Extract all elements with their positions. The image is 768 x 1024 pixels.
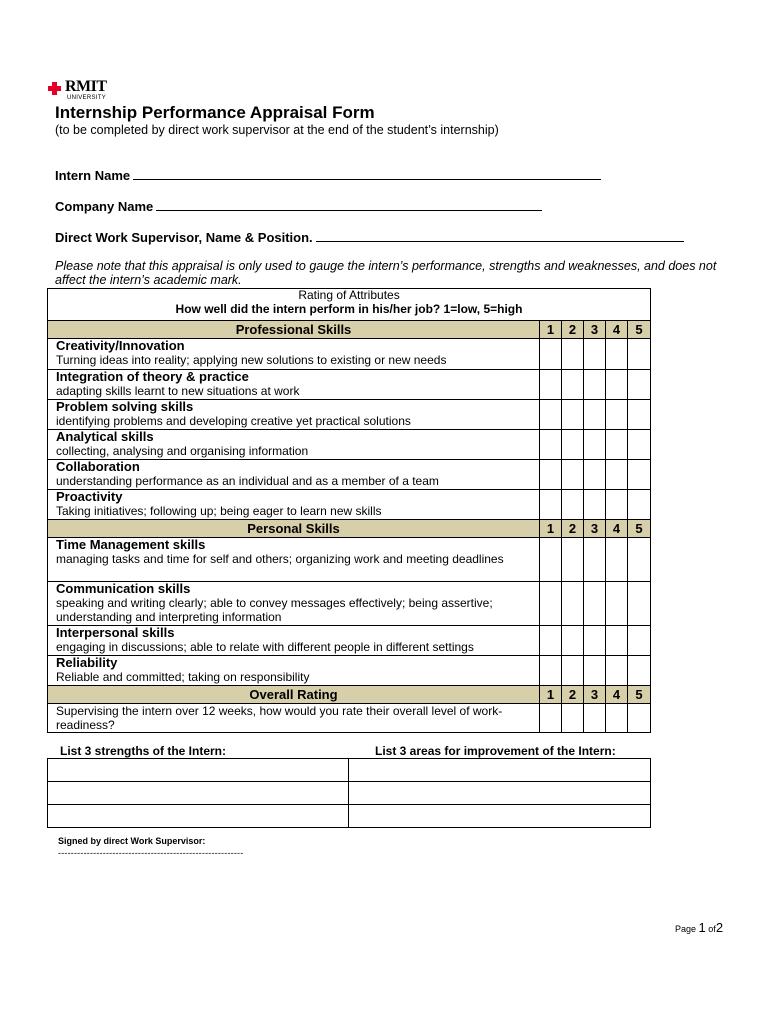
rating-checkbox-3[interactable] (584, 490, 606, 520)
improvement-1-cell[interactable] (349, 759, 651, 782)
scale-label-3: 3 (584, 686, 606, 704)
scale-label-2: 2 (562, 686, 584, 704)
improvements-label: List 3 areas for improvement of the Intern: (375, 744, 616, 758)
strengths-label: List 3 strengths of the Intern: (60, 744, 227, 758)
company-name-field[interactable] (55, 199, 542, 215)
rating-checkbox-2[interactable] (562, 460, 584, 490)
scale-label-3: 3 (584, 321, 606, 339)
strength-3-cell[interactable] (48, 805, 349, 828)
rating-checkbox-4[interactable] (606, 490, 628, 520)
attribute-cell (48, 538, 540, 582)
attribute-title: Collaboration (56, 459, 140, 474)
scale-label-2: 2 (562, 321, 584, 339)
attribute-description: adapting skills learnt to new situations at work (56, 384, 300, 398)
company-name-line[interactable] (156, 199, 542, 211)
rating-checkbox-3[interactable] (584, 538, 606, 582)
attribute-cell (48, 626, 540, 656)
rating-checkbox-4[interactable] (606, 582, 628, 626)
attribute-title: Analytical skills (56, 429, 154, 444)
attribute-cell (48, 582, 540, 626)
attribute-title: Time Management skills (56, 537, 206, 552)
rating-checkbox-1[interactable] (540, 490, 562, 520)
rating-checkbox-5[interactable] (628, 460, 651, 490)
rating-checkbox-2[interactable] (562, 656, 584, 686)
scale-label-5: 5 (628, 686, 651, 704)
intern-name-line[interactable] (133, 168, 601, 180)
attribute-description: engaging in discussions; able to relate with different people in different settings (56, 640, 474, 654)
rating-checkbox-4[interactable] (606, 538, 628, 582)
section-title: Professional Skills (48, 321, 540, 339)
rating-checkbox-2[interactable] (562, 370, 584, 400)
attribute-cell (48, 490, 540, 520)
attribute-title: Communication skills (56, 581, 191, 596)
scale-label-3: 3 (584, 520, 606, 538)
professional-skills-header-row (48, 321, 651, 339)
rating-checkbox-3[interactable] (584, 339, 606, 370)
attribute-description: understanding performance as an individual and as a member of a team (56, 474, 439, 488)
improvement-2-cell[interactable] (349, 782, 651, 805)
rating-checkbox-5[interactable] (628, 582, 651, 626)
attribute-description: Taking initiatives; following up; being eager to learn new skills (56, 504, 382, 518)
company-name-label: Company Name (55, 199, 154, 214)
attribute-cell (48, 430, 540, 460)
rating-checkbox-5[interactable] (628, 704, 651, 733)
rating-checkbox-4[interactable] (606, 626, 628, 656)
strength-1-cell[interactable] (48, 759, 349, 782)
supervisor-label: Direct Work Supervisor, Name & Position. (55, 230, 313, 245)
attribute-row (48, 339, 651, 370)
rating-header-line1: Rating of Attributes (298, 288, 400, 302)
section-title: Personal Skills (48, 520, 540, 538)
page-current: 1 (698, 920, 706, 935)
attribute-title: Integration of theory & practice (56, 369, 249, 384)
attribute-title: Reliability (56, 655, 118, 670)
attribute-row (48, 582, 651, 626)
attribute-description: Supervising the intern over 12 weeks, how would you rate their overall level of work-readiness? (56, 704, 503, 732)
rating-checkbox-5[interactable] (628, 490, 651, 520)
rating-header (48, 289, 651, 321)
rating-checkbox-3[interactable] (584, 460, 606, 490)
signed-label: Signed by direct Work Supervisor: (58, 836, 206, 846)
rating-checkbox-4[interactable] (606, 339, 628, 370)
attribute-row (48, 538, 651, 582)
rating-checkbox-2[interactable] (562, 490, 584, 520)
rating-checkbox-3[interactable] (584, 370, 606, 400)
rating-checkbox-1[interactable] (540, 582, 562, 626)
scale-label-1: 1 (540, 686, 562, 704)
rating-checkbox-1[interactable] (540, 656, 562, 686)
rating-checkbox-2[interactable] (562, 538, 584, 582)
attribute-row (48, 490, 651, 520)
logo-sub: UNIVERSITY (67, 95, 107, 101)
attribute-row (48, 656, 651, 686)
attribute-row (48, 626, 651, 656)
rating-checkbox-1[interactable] (540, 400, 562, 430)
rating-checkbox-2[interactable] (562, 430, 584, 460)
attribute-title: Interpersonal skills (56, 625, 175, 640)
rating-checkbox-3[interactable] (584, 656, 606, 686)
rating-checkbox-2[interactable] (562, 704, 584, 733)
rating-checkbox-3[interactable] (584, 430, 606, 460)
form-subtitle: (to be completed by direct work supervisor at the end of the student’s internship) (55, 123, 499, 137)
rating-checkbox-5[interactable] (628, 339, 651, 370)
scale-label-1: 1 (540, 520, 562, 538)
attribute-cell (48, 656, 540, 686)
form-title: Internship Performance Appraisal Form (55, 103, 375, 122)
scale-label-5: 5 (628, 520, 651, 538)
attribute-row (48, 430, 651, 460)
attribute-title: Proactivity (56, 489, 123, 504)
rating-checkbox-2[interactable] (562, 339, 584, 370)
page-number (675, 920, 723, 937)
supervisor-line[interactable] (316, 230, 684, 242)
rating-checkbox-1[interactable] (540, 460, 562, 490)
scale-label-2: 2 (562, 520, 584, 538)
attribute-cell (48, 339, 540, 370)
rating-checkbox-5[interactable] (628, 626, 651, 656)
scale-label-4: 4 (606, 321, 628, 339)
scale-label-4: 4 (606, 520, 628, 538)
attribute-row (48, 460, 651, 490)
rating-checkbox-4[interactable] (606, 400, 628, 430)
overall-rating-header-row (48, 686, 651, 704)
attribute-description: speaking and writing clearly; able to convey messages effectively; being assertive; understanding and interpreting information (56, 596, 493, 624)
rating-checkbox-1[interactable] (540, 538, 562, 582)
rating-checkbox-3[interactable] (584, 400, 606, 430)
section-title: Overall Rating (48, 686, 540, 704)
rmit-pixel-logo-icon (48, 82, 61, 95)
page-prefix: Page (675, 924, 697, 934)
attribute-cell (48, 370, 540, 400)
rating-checkbox-3[interactable] (584, 704, 606, 733)
attribute-description: collecting, analysing and organising information (56, 444, 309, 458)
rating-checkbox-3[interactable] (584, 582, 606, 626)
scale-label-4: 4 (606, 686, 628, 704)
rating-checkbox-4[interactable] (606, 460, 628, 490)
rating-checkbox-5[interactable] (628, 370, 651, 400)
rating-checkbox-2[interactable] (562, 626, 584, 656)
scale-label-1: 1 (540, 321, 562, 339)
rating-checkbox-1[interactable] (540, 339, 562, 370)
attribute-description: Reliable and committed; taking on responsibility (56, 670, 310, 684)
rating-checkbox-1[interactable] (540, 626, 562, 656)
logo-name: RMIT (65, 78, 107, 95)
attribute-title: Problem solving skills (56, 399, 194, 414)
rating-checkbox-4[interactable] (606, 704, 628, 733)
rating-checkbox-5[interactable] (628, 430, 651, 460)
appraisal-note: Please note that this appraisal is only used to gauge the intern’s performance, strengths and weaknesses, and does not affect the intern’s academic mark. (55, 259, 717, 287)
page-total: 2 (715, 920, 724, 935)
rating-checkbox-2[interactable] (562, 582, 584, 626)
signature-line[interactable]: ---------------------------------------------------------- (58, 848, 244, 858)
attribute-row (48, 704, 651, 733)
rating-checkbox-1[interactable] (540, 370, 562, 400)
attribute-row (48, 400, 651, 430)
rating-checkbox-5[interactable] (628, 538, 651, 582)
attribute-row (48, 370, 651, 400)
supervisor-field[interactable] (55, 230, 684, 246)
rating-checkbox-4[interactable] (606, 370, 628, 400)
attribute-description: identifying problems and developing creative yet practical solutions (56, 414, 411, 428)
rating-checkbox-2[interactable] (562, 400, 584, 430)
attribute-description: managing tasks and time for self and others; organizing work and meeting deadlines (56, 552, 504, 566)
attribute-cell (48, 704, 540, 733)
strength-2-cell[interactable] (48, 782, 349, 805)
attribute-cell (48, 460, 540, 490)
rating-checkbox-4[interactable] (606, 430, 628, 460)
intern-name-field[interactable] (55, 168, 601, 184)
attribute-title: Creativity/Innovation (56, 338, 185, 353)
rating-header-line2: How well did the intern perform in his/her job? 1=low, 5=high (175, 301, 523, 316)
rating-checkbox-4[interactable] (606, 656, 628, 686)
attribute-description: Turning ideas into reality; applying new solutions to existing or new needs (56, 353, 447, 367)
rating-checkbox-5[interactable] (628, 656, 651, 686)
page-of: of (708, 924, 716, 934)
rating-table (47, 288, 651, 733)
personal-skills-header-row (48, 520, 651, 538)
intern-name-label: Intern Name (55, 168, 131, 183)
rating-checkbox-1[interactable] (540, 704, 562, 733)
improvement-3-cell[interactable] (349, 805, 651, 828)
strengths-improvements-table (47, 758, 651, 828)
rating-checkbox-3[interactable] (584, 626, 606, 656)
scale-label-5: 5 (628, 321, 651, 339)
rating-checkbox-1[interactable] (540, 430, 562, 460)
attribute-cell (48, 400, 540, 430)
rating-checkbox-5[interactable] (628, 400, 651, 430)
